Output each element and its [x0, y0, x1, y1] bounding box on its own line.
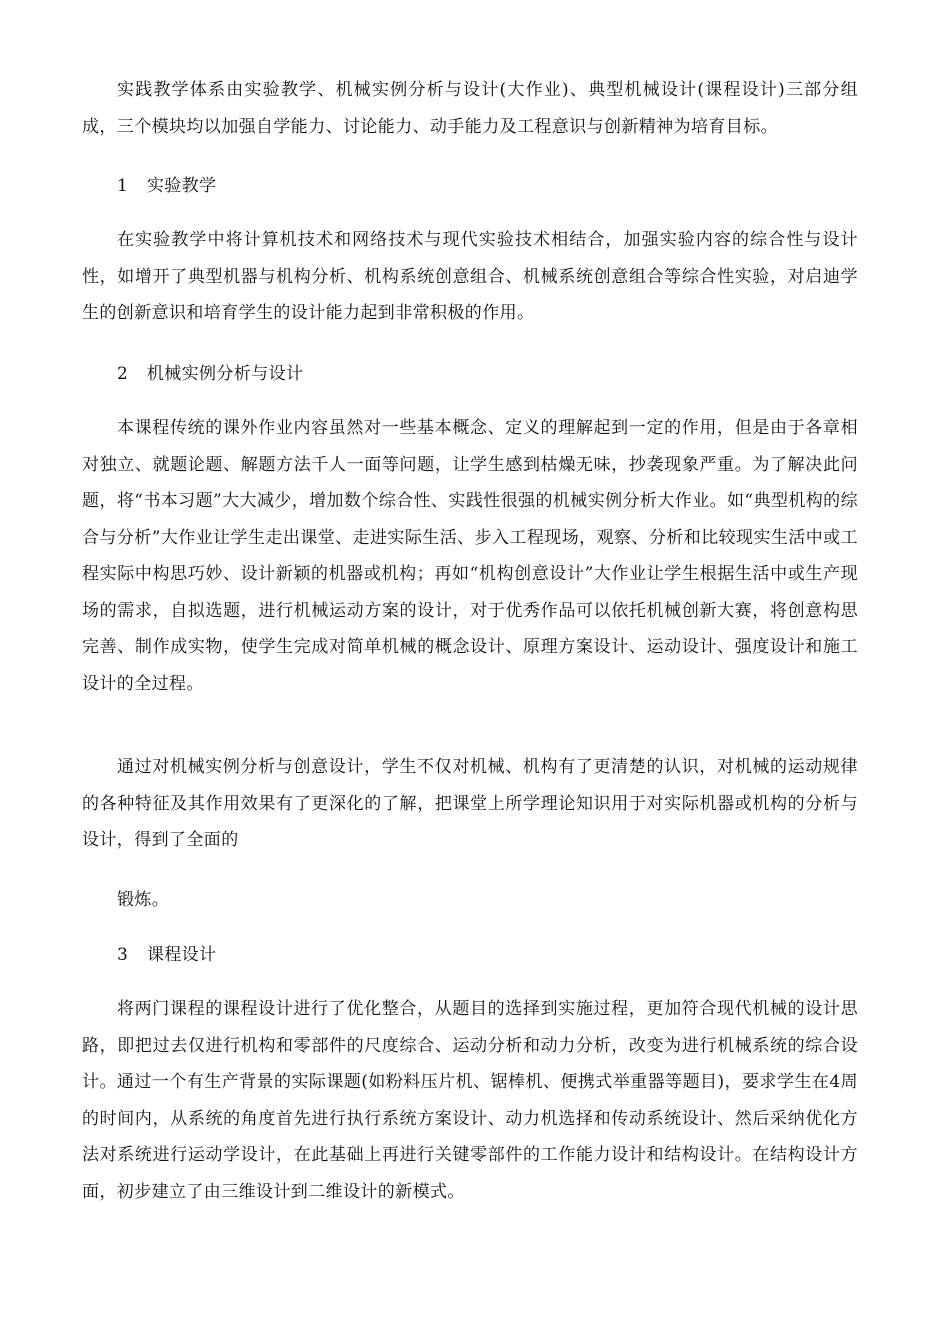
section-heading-3	[82, 937, 893, 974]
section-title: 实验教学	[146, 176, 217, 196]
section-heading-1	[82, 168, 893, 205]
section-1-paragraph-1: 在实验教学中将计算机技术和网络技术与现代实验技术相结合，加强实验内容的综合性与设计性，如增开了典型机器与机构分析、机构系统创意组合、机械系统创意组合等综合性实验，对启迪学生的创新意识和培育学生的设计能力起到非常积极的作用。	[82, 230, 858, 323]
section-2-paragraph-1: 本课程传统的课外作业内容虽然对一些基本概念、定义的理解起到一定的作用，但是由于各章相对独立、就题论题、解题方法千人一面等问题，让学生感到枯燥无味，抄袭现象严重。为了解决此问题，将“书本习题”大大减少，增加数个综合性、实践性很强的机械实例分析大作业。如“典型机构的综合与分析”大作业让学生走出课堂、走进实际生活、步入工程现场，观察、分析和比较现实生活中或工程实际中构思巧妙、设计新颖的机器或机构；再如“机构创意设计”大作业让学生根据生活中或生产现场的需求，自拟选题，进行机械运动方案的设计，对于优秀作品可以依托机械创新大赛，将创意构思完善、制作成实物，使学生完成对简单机械的概念设计、原理方案设计、运动设计、强度设计和施工设计的全过程。	[82, 418, 858, 694]
section-number: 3	[117, 945, 129, 965]
section-2-continuation: 锻炼。	[117, 890, 170, 910]
section-title: 机械实例分析与设计	[146, 364, 304, 384]
section-number: 2	[117, 364, 129, 384]
section-heading-2	[82, 356, 893, 393]
section-2-paragraph-2: 通过对机械实例分析与创意设计，学生不仅对机械、机构有了更清楚的认识，对机械的运动规律的各种特征及其作用效果有了更深化的了解，把课堂上所学理论知识用于对实际机器或机构的分析与设计，得到了全面的	[82, 757, 858, 850]
section-3-paragraph-1: 将两门课程的课程设计进行了优化整合，从题目的选择到实施过程，更加符合现代机械的设计思路，即把过去仅进行机构和零部件的尺度综合、运动分析和动力分析，改变为进行机械系统的综合设计。通过一个有生产背景的实际课题(如粉料压片机、锯棒机、便携式举重器等题目)，要求学生在4周的时间内，从系统的角度首先进行执行系统方案设计、动力机选择和传动系统设计、然后采纳优化方法对系统进行运动学设计，在此基础上再进行关键零部件的工作能力设计和结构设计。在结构设计方面，初步建立了由三维设计到二维设计的新模式。	[82, 999, 858, 1202]
intro-paragraph: 实践教学体系由实验教学、机械实例分析与设计(大作业)、典型机械设计(课程设计)三部分组成，三个模块均以加强自学能力、讨论能力、动手能力及工程意识与创新精神为培育目标。	[82, 80, 858, 137]
section-title: 课程设计	[146, 945, 217, 965]
section-number: 1	[117, 176, 129, 196]
